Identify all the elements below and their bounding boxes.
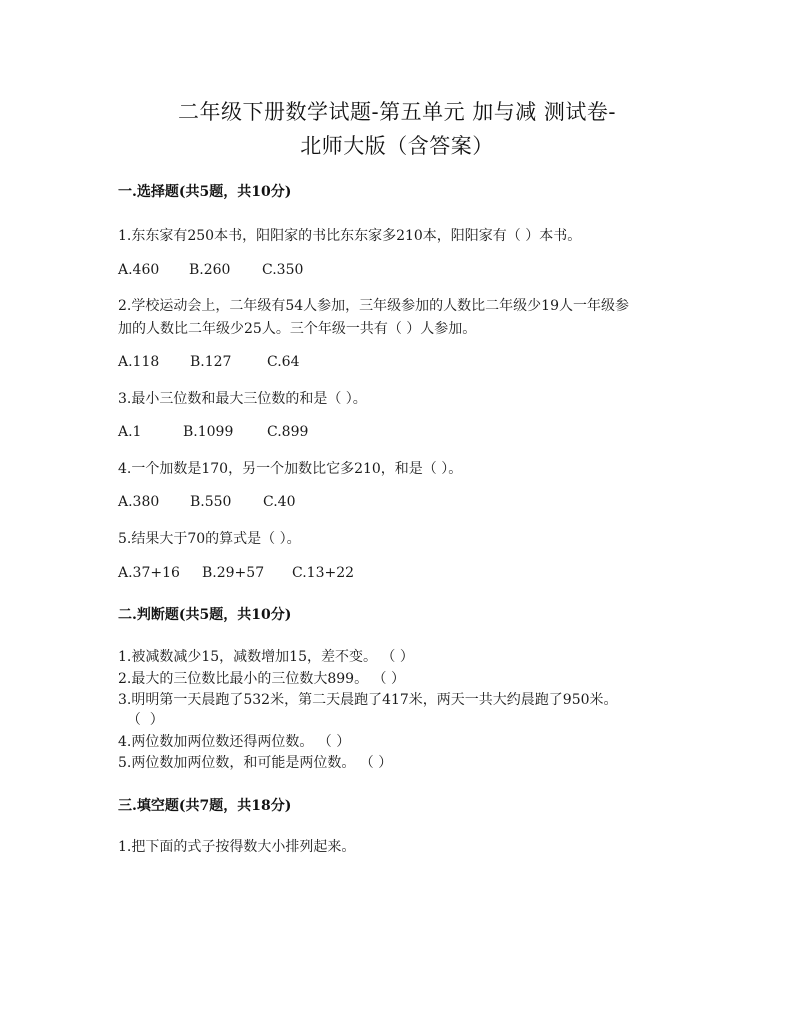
judgement-item-3: 3.明明第一天晨跑了532米，第二天晨跑了417米，两天一共大约晨跑了950米。 [118, 692, 618, 708]
question-5-text: 5.结果大于70的算式是（ ）。 [118, 531, 301, 547]
section-heading-fill: 三.填空题(共7题，共18分) [118, 798, 292, 814]
q2-option-c: C.64 [267, 354, 300, 370]
q3-option-c: C.899 [267, 424, 309, 440]
question-2-text-line1: 2.学校运动会上，二年级有54人参加，三年级参加的人数比二年级少19人一年级参 [118, 298, 629, 314]
q5-option-c: C.13+22 [292, 565, 355, 581]
judgement-item-4: 4.两位数加两位数还得两位数。 （ ） [118, 734, 351, 750]
question-4-text: 4.一个加数是170，另一个加数比它多210，和是（ ）。 [118, 461, 463, 477]
q2-option-a: A.118 [118, 354, 160, 370]
q4-option-b: B.550 [190, 494, 232, 510]
q1-option-b: B.260 [189, 262, 231, 278]
section-heading-choice: 一.选择题(共5题，共10分) [118, 184, 292, 200]
q5-option-a: A.37+16 [118, 565, 180, 581]
q4-option-a: A.380 [118, 494, 160, 510]
fill-item-1: 1.把下面的式子按得数大小排列起来。 [118, 839, 356, 855]
q4-option-c: C.40 [263, 494, 296, 510]
page-title-line1: 二年级下册数学试题-第五单元 加与减 测试卷- [177, 100, 617, 124]
q3-option-b: B.1099 [183, 424, 234, 440]
judgement-item-5: 5.两位数加两位数，和可能是两位数。 （ ） [118, 755, 393, 771]
q3-option-a: A.1 [118, 424, 142, 440]
q1-option-c: C.350 [262, 262, 304, 278]
q5-option-b: B.29+57 [202, 565, 265, 581]
q2-option-b: B.127 [190, 354, 232, 370]
judgement-item-2: 2.最大的三位数比最小的三位数大899。 （ ） [118, 671, 405, 687]
question-2-text-line2: 加的人数比二年级少25人。三个年级一共有（ ）人参加。 [118, 321, 477, 337]
section-heading-judgement: 二.判断题(共5题，共10分) [118, 607, 292, 623]
q1-option-a: A.460 [118, 262, 160, 278]
page-title-line2: 北师大版（含答案） [300, 134, 494, 158]
question-1-text: 1.东东家有250本书，阳阳家的书比东东家多210本，阳阳家有（ ）本书。 [118, 228, 582, 244]
judgement-item-3-bracket: （ ） [118, 712, 164, 728]
judgement-item-1: 1.被减数减少15，减数增加15，差不变。 （ ） [118, 649, 414, 665]
question-3-text: 3.最小三位数和最大三位数的和是（ ）。 [118, 391, 367, 407]
